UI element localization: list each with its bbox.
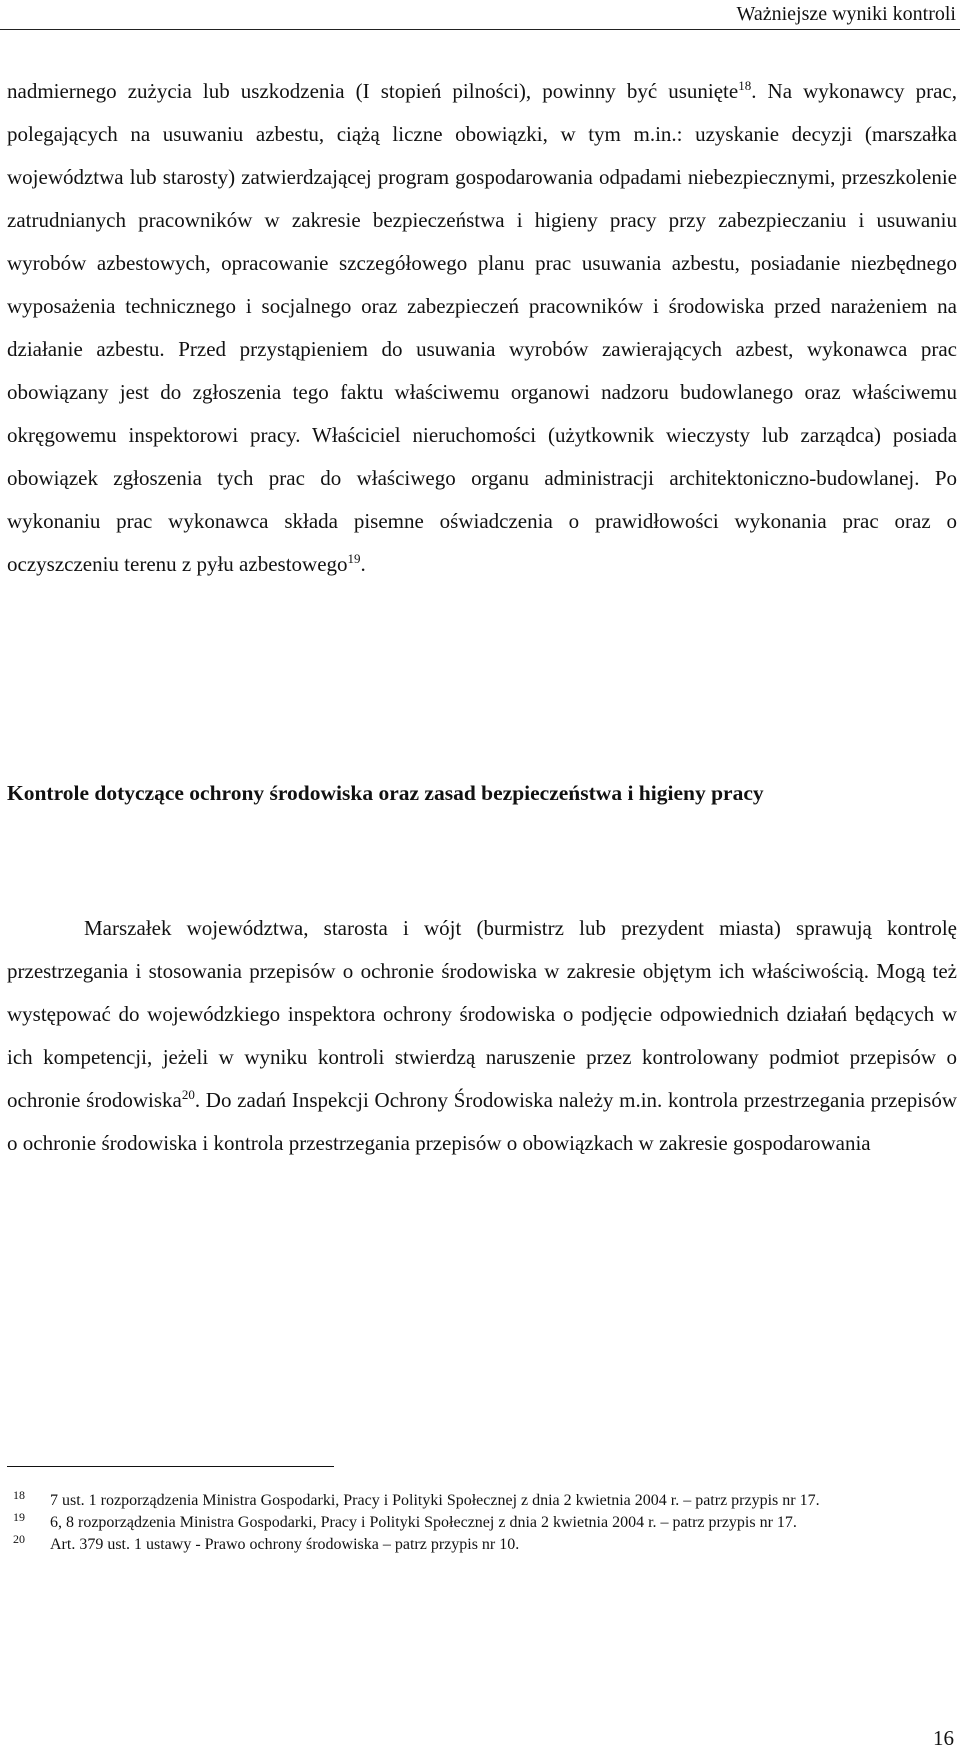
paragraph-1-text-b: . Na wykonawcy prac, polegających na usuwaniu azbestu, ciążą liczne obowiązki, w tym m.in.: uzyskanie decyzji (marszałka województwa lub starosty) zatwierdzającej program gospodarowania odpadami niebezpiecznymi, przeszkolenie zatrudnianych pracowników w zakresie bezpieczeństwa i higieny pracy przy zabezpieczaniu i usuwaniu wyrobów azbestowych, opracowanie szczegółowego planu prac usuwania azbestu, posiadanie niezbędnego wyposażenia technicznego i socjalnego oraz zabezpieczeń pracowników i środowiska przed narażeniem na działanie azbestu. Przed przystąpieniem do usuwania wyrobów zawierających azbest, wykonawca prac obowiązany jest do zgłoszenia tego faktu właściwemu organowi nadzoru budowlanego oraz właściwemu okręgowemu inspektorowi pracy. Właściciel nieruchomości (użytkownik wieczysty lub zarządca) posiada obowiązek zgłoszenia tych prac do właściwego organu administracji architektoniczno-budowlanej. Po wykonaniu prac wykonawca składa pisemne oświadczenia o prawidłowości wykonania prac oraz o oczyszczeniu terenu z pyłu azbestowego — [7, 79, 958, 576]
footnote-19 — [7, 1512, 957, 1534]
footnote-ref-18: 18 — [738, 78, 752, 93]
paragraph-1-text-a: nadmiernego zużycia lub uszkodzenia (I stopień pilności), powinny być usunięte — [7, 79, 739, 103]
page-number: 16 — [933, 1726, 954, 1750]
running-header-title: Ważniejsze wyniki kontroli — [736, 3, 956, 25]
footnote-text: 6, 8 rozporządzenia Ministra Gospodarki, Pracy i Polityki Społecznej z dnia 2 kwietnia 2004 r. – patrz przypis nr 17. — [50, 1514, 797, 1531]
footnotes-section — [7, 1490, 957, 1556]
paragraph-2-text-b: . Do zadań Inspekcji Ochrony Środowiska należy m.in. kontrola przestrzegania przepisów o ochronie środowiska i kontrola przestrzegania przepisów o obowiązkach w zakresie gospodarowania — [7, 1088, 957, 1155]
section-heading: Kontrole dotyczące ochrony środowiska oraz zasad bezpieczeństwa i higieny pracy — [7, 781, 764, 805]
footnote-text: 7 ust. 1 rozporządzenia Ministra Gospodarki, Pracy i Polityki Społecznej z dnia 2 kwietnia 2004 r. – patrz przypis nr 17. — [50, 1492, 820, 1509]
footnote-20 — [7, 1534, 957, 1556]
running-header — [0, 0, 960, 30]
footnote-number: 18 — [13, 1488, 25, 1502]
footnote-text: Art. 379 ust. 1 ustawy - Prawo ochrony środowiska – patrz przypis nr 10. — [50, 1536, 520, 1553]
footnote-separator — [7, 1466, 334, 1467]
footnote-18 — [7, 1490, 957, 1512]
footnote-number: 19 — [13, 1510, 25, 1524]
paragraph-1-text-c: . — [360, 552, 366, 576]
body-paragraph-2 — [7, 907, 957, 1165]
paragraph-2-text-a: Marszałek województwa, starosta i wójt (burmistrz lub prezydent miasta) sprawują kontrolę przestrzegania i stosowania przepisów o ochronie środowiska w zakresie objętym ich właściwością. Mogą też występować do wojewódzkiego inspektora ochrony środowiska o podjęcie odpowiednich działań będących w ich kompetencji, jeżeli w wyniku kontroli stwierdzą naruszenie przez kontrolowany podmiot przepisów o ochronie środowiska — [7, 916, 957, 1112]
footnote-number: 20 — [13, 1532, 25, 1546]
footnote-ref-20: 20 — [181, 1087, 195, 1102]
body-paragraph-1 — [7, 70, 957, 586]
footnote-ref-19: 19 — [347, 551, 361, 566]
